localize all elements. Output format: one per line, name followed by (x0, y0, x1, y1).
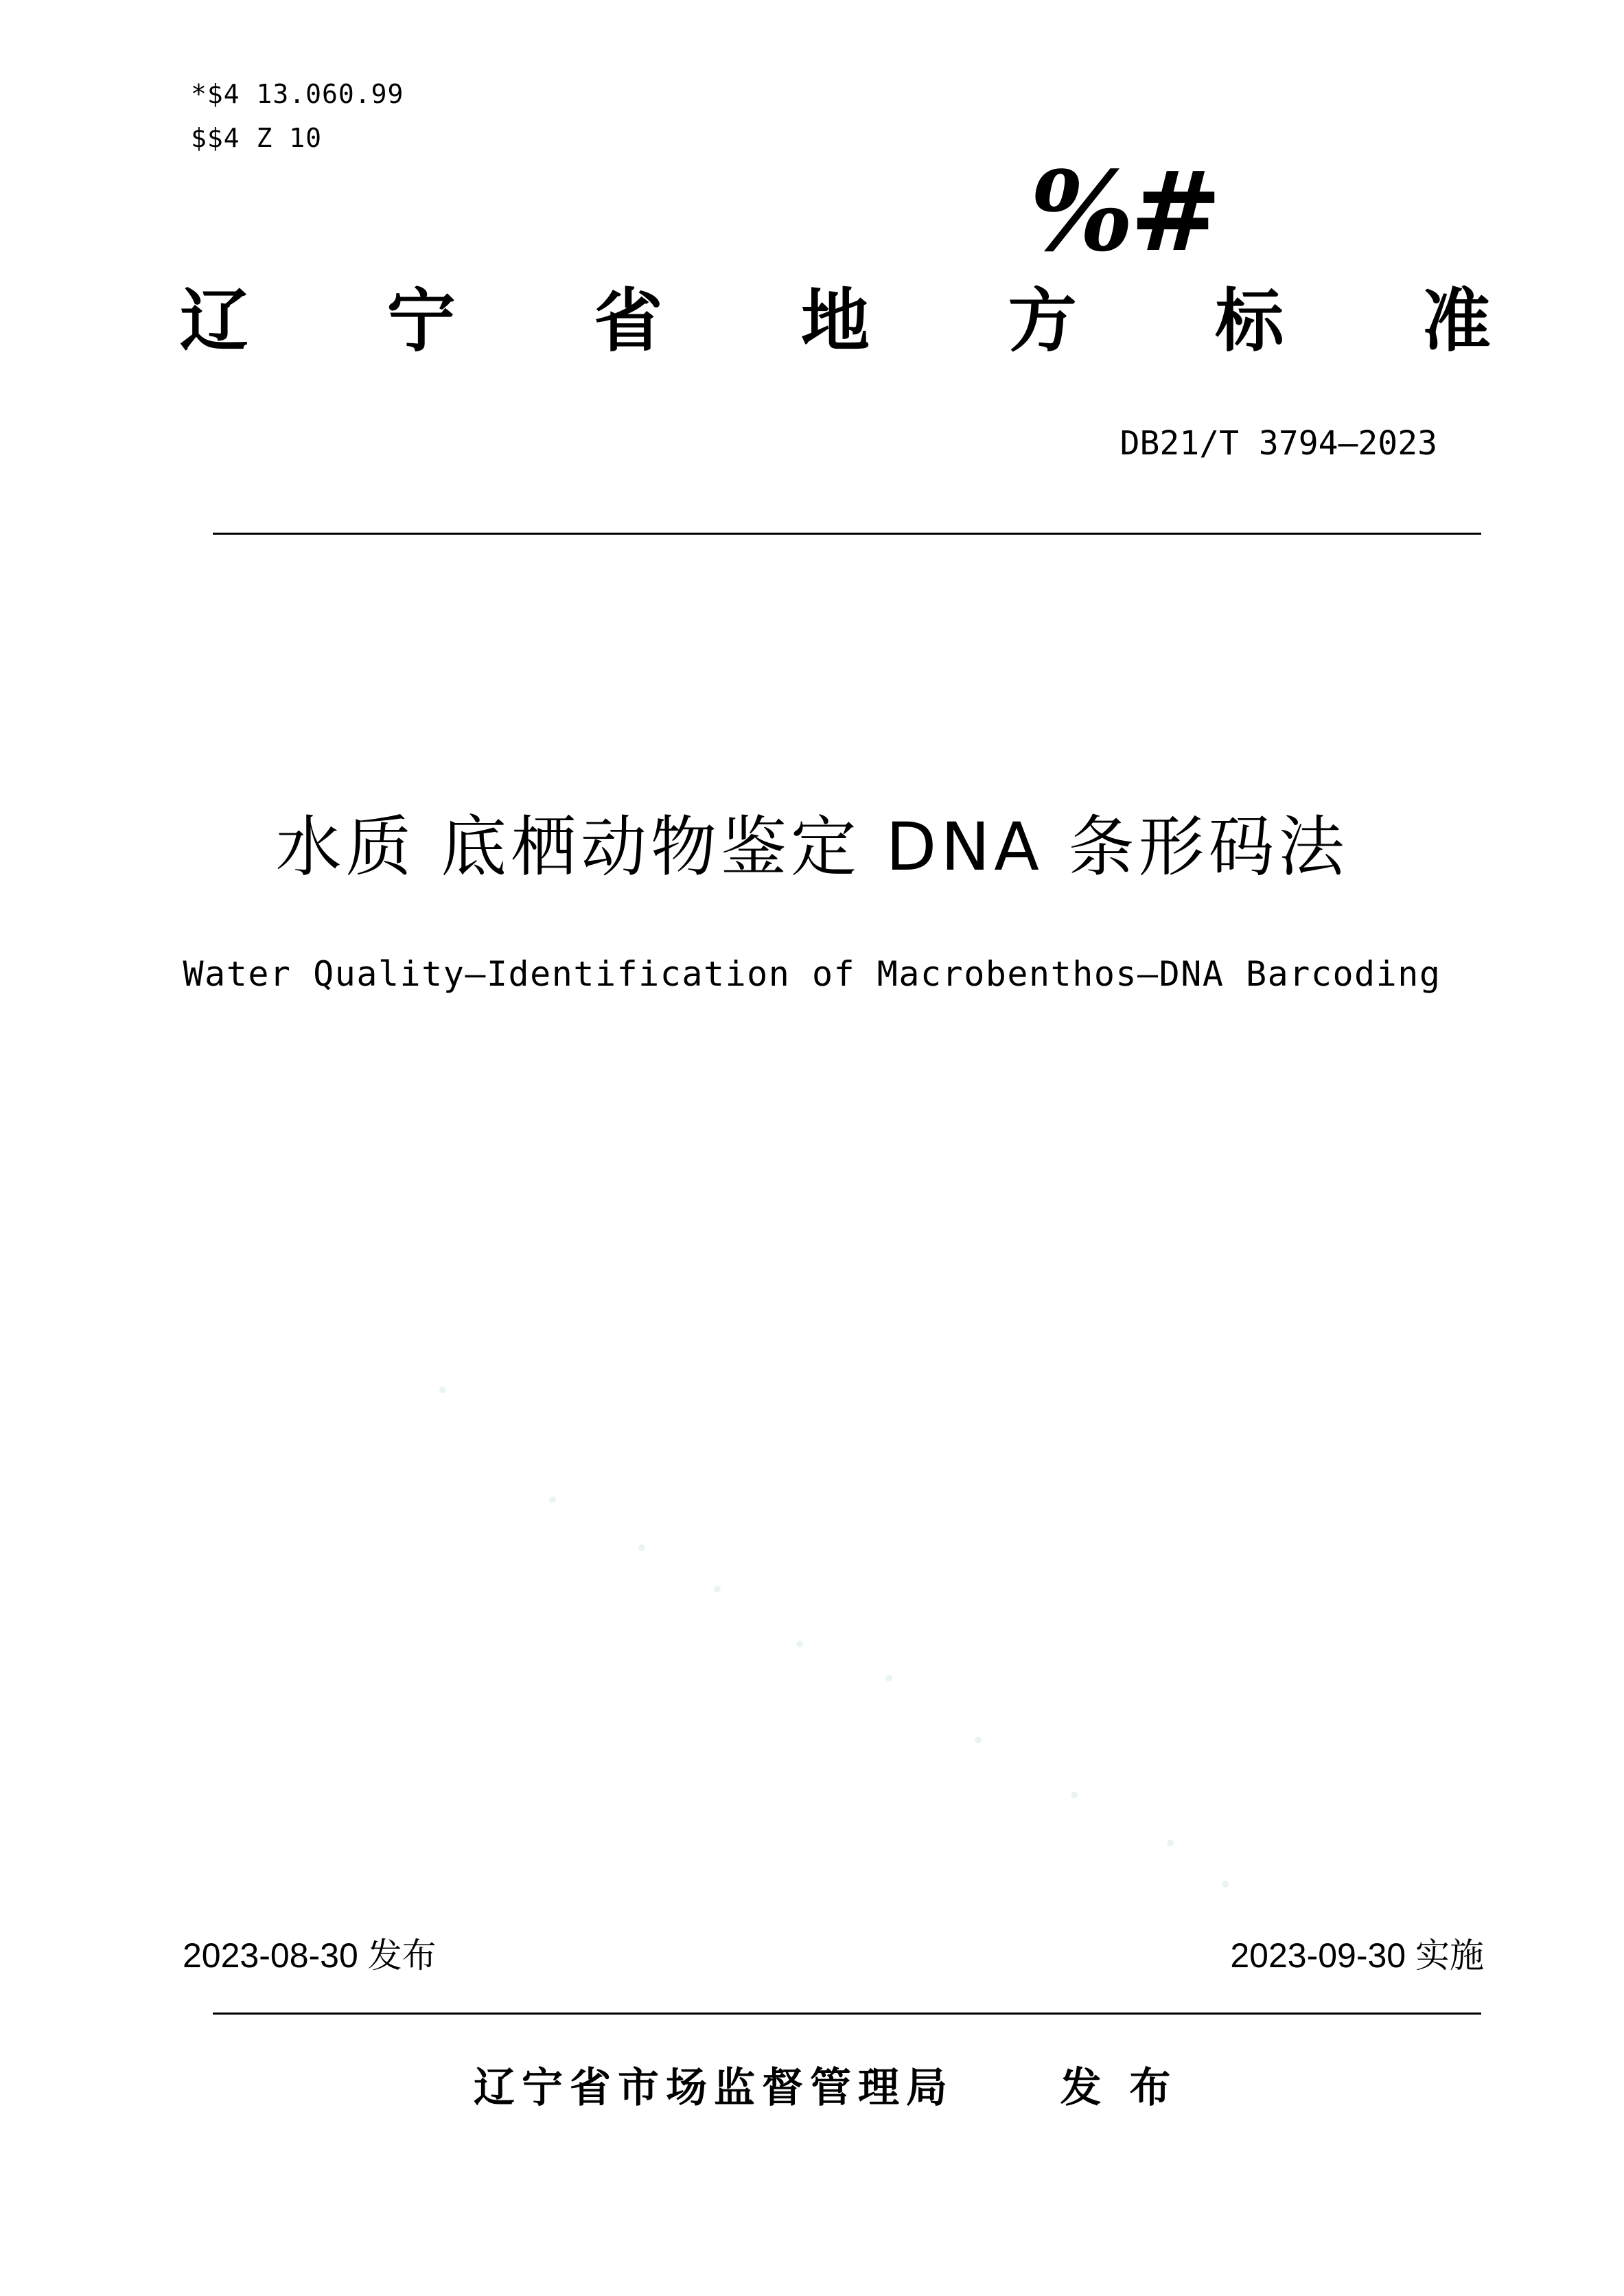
issuer-name: 辽宁省市场监督管理局 (474, 2064, 954, 2112)
standard-type-char: 地 (800, 281, 870, 361)
bottom-divider (213, 2013, 1481, 2015)
title-chinese: 水质 底栖动物鉴定 DNA 条形码法 (275, 809, 1349, 885)
standard-type-char: 省 (594, 281, 663, 361)
standard-type-char: 准 (1422, 281, 1491, 361)
db-logo: %# (1030, 147, 1218, 276)
standard-type-char: 宁 (386, 281, 456, 361)
standard-type-char: 辽 (180, 281, 248, 361)
ics-code: *$4 13.060.99 (191, 79, 404, 109)
title-english: Water Quality—Identification of Macrobenthos—DNA Barcoding (183, 954, 1441, 994)
implement-date: 2023-09-30 实施 (1230, 1936, 1484, 1975)
issuer-action: 发 布 (1060, 2064, 1178, 2112)
top-divider (213, 533, 1481, 535)
ccs-code: $$4 Z 10 (191, 123, 323, 153)
standard-type-heading (180, 281, 1491, 361)
standard-type-char: 标 (1215, 281, 1284, 361)
standard-number: DB21/T 3794—2023 (1120, 424, 1437, 463)
standard-type-char: 方 (1008, 281, 1077, 361)
issuer-line (474, 2064, 1178, 2112)
publish-date: 2023-08-30 发布 (183, 1936, 437, 1975)
